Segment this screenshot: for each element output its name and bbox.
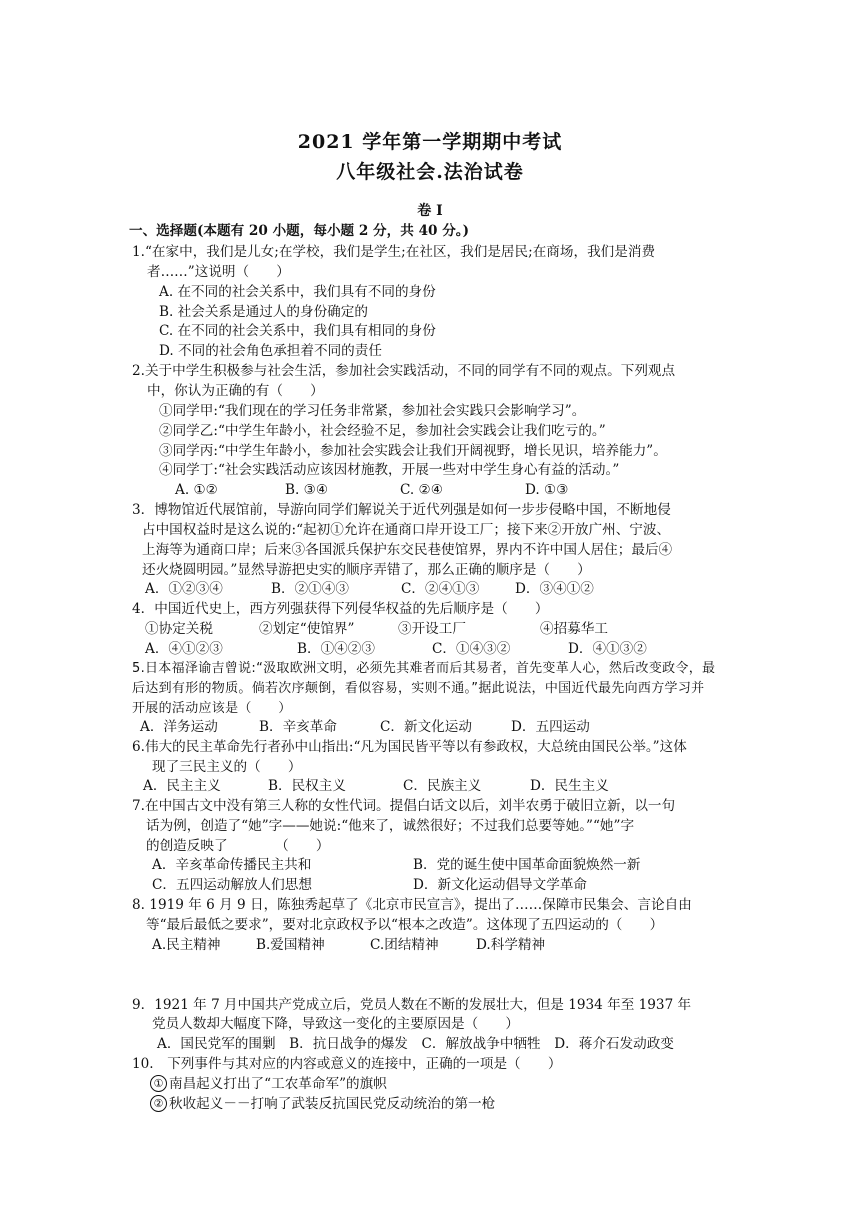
q2-option-a: A. ①② (175, 482, 218, 498)
q4-item-3: ③开设工厂 (398, 621, 466, 637)
q3-option-d: D．③④①② (515, 581, 594, 597)
q3-option-b: B．②①④③ (271, 581, 349, 597)
q2-statement-3: ③同学丙:“中学生年龄小，参加社会实践会让我们开阔视野，增长见识，培养能力”。 (159, 443, 667, 459)
q9-stem-line2: 党员人数却大幅度下降，导致这一变化的主要原因是（ ） (152, 1016, 520, 1032)
q7-stem-line2: 话为例，创造了“她”字——她说:“他来了，诚然很好；不过我们总要等她。”“她”字 (146, 818, 635, 834)
q4-item-1: ①协定关税 (145, 621, 213, 637)
q9-stem-line1: 9．1921 年 7 月中国共产党成立后，党员人数在不断的发展壮大，但是 1934 年至 1937 年 (132, 997, 692, 1013)
q8-stem-line1: 8. 1919 年 6 月 9 日，陈独秀起草了《北京市民宣言》，提出了……保障市民集会、言论自由 (132, 897, 692, 913)
q2-option-d: D. ①③ (525, 482, 569, 498)
volume-label: 卷 I (417, 203, 443, 219)
q4-item-4: ④招募华工 (540, 621, 608, 637)
q6-option-b: B．民权主义 (268, 778, 346, 794)
q7-option-d: D．新文化运动倡导文学革命 (413, 877, 588, 893)
q8-option-a: A.民主精神 (152, 937, 221, 953)
q3-option-a: A．①②③④ (145, 581, 223, 597)
q8-option-b: B.爱国精神 (256, 937, 325, 953)
q8-stem-line2: 等“最后最低之要求”，要对北京政权予以“根本之改造”。这体现了五四运动的（ ） (146, 917, 664, 933)
q3-option-c: C．②④①③ (401, 581, 480, 597)
q10-item-1-number: ① (150, 1075, 167, 1092)
q1-stem-line2: 者……”这说明（ ） (147, 264, 290, 280)
q7-stem-line3: 的创造反映了 （ ） (146, 838, 330, 854)
q1-option-c: C. 在不同的社会关系中，我们具有相同的身份 (159, 323, 436, 339)
q9-options: A．国民党军的围剿 B．抗日战争的爆发 C．解放战争中牺牲 D．蒋介石发动政变 (157, 1036, 674, 1052)
q2-statement-2: ②同学乙:“中学生年龄小，社会经验不足，参加社会实践会让我们吃亏的。” (159, 423, 606, 439)
exam-title: 2021 学年第一学期期中考试 (297, 131, 563, 153)
q1-option-b: B. 社会关系是通过人的身份确定的 (159, 304, 368, 320)
q5-option-d: D．五四运动 (511, 719, 590, 735)
q10-item-1 (150, 1075, 387, 1093)
q2-option-c: C. ②④ (400, 482, 443, 498)
q5-stem-line1: 5.日本福泽谕吉曾说:“汲取欧洲文明，必须先其难者而后其易者，首先变革人心，然后改变政令，最 (132, 661, 716, 676)
exam-subtitle: 八年级社会.法治试卷 (336, 161, 524, 183)
q7-stem-line1: 7.在中国古文中没有第三人称的女性代词。提倡白话文以后，刘半农勇于破旧立新，以一句 (132, 798, 676, 814)
q10-stem: 10. 下列事件与其对应的内容或意义的连接中，正确的一项是（ ） (132, 1056, 562, 1072)
q1-stem-line1: 1.“在家中，我们是儿女;在学校，我们是学生;在社区，我们是居民;在商场，我们是消费 (132, 244, 656, 260)
q8-option-d: D.科学精神 (476, 937, 546, 953)
q3-stem-line3: 上海等为通商口岸；后来③各国派兵保护东交民巷使馆界，界内不许中国人居住；最后④ (142, 542, 673, 558)
q5-option-a: A．洋务运动 (140, 719, 218, 735)
q6-stem-line2: 现了三民主义的（ ） (152, 759, 302, 775)
q3-stem-line4: 还火烧圆明园。”显然导游把史实的顺序弄错了，那么正确的顺序是（ ） (142, 562, 591, 578)
q7-option-b: B．党的诞生使中国革命面貌焕然一新 (413, 857, 641, 873)
q2-option-b: B. ③④ (285, 482, 329, 498)
q6-option-a: A．民主主义 (143, 778, 221, 794)
q6-option-d: D．民生主义 (530, 778, 609, 794)
q7-option-c: C．五四运动解放人们思想 (152, 877, 312, 893)
q10-item-1-text: 南昌起义打出了“工农革命军”的旗帜 (169, 1076, 387, 1092)
q7-option-a: A．辛亥革命传播民主共和 (152, 857, 312, 873)
q4-option-a: A．④①②③ (145, 641, 223, 657)
q5-option-b: B．辛亥革命 (259, 719, 337, 735)
q3-stem-line1: 3．博物馆近代展馆前，导游向同学们解说关于近代列强是如何一步步侵略中国，不断地侵 (132, 502, 671, 518)
q5-stem-line3: 开展的活动应该是（ ） (132, 701, 292, 716)
q4-item-2: ②划定“使馆界” (259, 621, 355, 637)
q8-option-c: C.团结精神 (370, 937, 439, 953)
q6-option-c: C．民族主义 (403, 778, 482, 794)
q10-item-2-number: ② (150, 1095, 167, 1112)
q1-option-a: A. 在不同的社会关系中，我们具有不同的身份 (159, 284, 436, 300)
q4-option-c: C．①④③② (432, 641, 511, 657)
q6-stem-line1: 6.伟大的民主革命先行者孙中山指出:“凡为国民皆平等以有参政权，大总统由国民公举。”这体 (132, 739, 687, 755)
q2-stem-line2: 中，你认为正确的有（ ） (147, 383, 324, 399)
q5-stem-line2: 后达到有形的物质。倘若次序颠倒，看似容易，实则不通。”据此说法，中国近代最先向西方学习并 (132, 681, 705, 696)
q2-statement-1: ①同学甲:“我们现在的学习任务非常紧，参加社会实践只会影响学习”。 (159, 403, 586, 419)
section-heading: 一、选择题(本题有 20 小题，每小题 2 分，共 40 分。) (129, 223, 470, 239)
q2-stem-line1: 2.关于中学生积极参与社会生活，参加社会实践活动，不同的同学有不同的观点。下列观点 (132, 363, 676, 379)
q1-option-d: D. 不同的社会角色承担着不同的责任 (159, 343, 382, 359)
q2-statement-4: ④同学丁:“社会实践活动应该因材施教，开展一些对中学生身心有益的活动。” (159, 462, 620, 478)
q5-option-c: C．新文化运动 (380, 719, 472, 735)
q10-item-2-text: 秋收起义－－打响了武装反抗国民党反动统治的第一枪 (169, 1096, 496, 1112)
q4-option-d: D．④①③② (568, 641, 647, 657)
q3-stem-line2: 占中国权益时是这么说的:“起初①允许在通商口岸开设工厂；接下来②开放广州、宁波、 (142, 522, 671, 538)
q4-option-b: B．①④②③ (297, 641, 375, 657)
q4-stem: 4．中国近代史上，西方列强获得下列侵华权益的先后顺序是（ ） (132, 601, 549, 617)
q10-item-2 (150, 1095, 495, 1113)
